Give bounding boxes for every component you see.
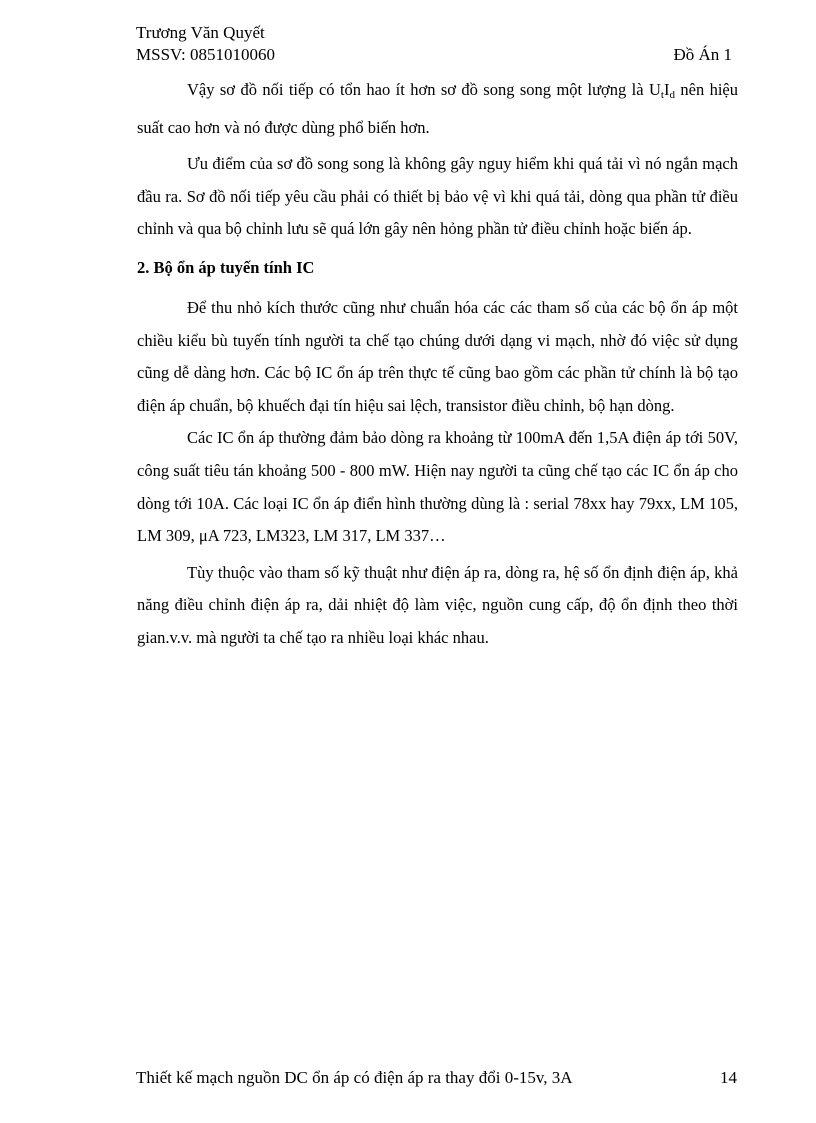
- paragraph-1-text: Vậy sơ đồ nối tiếp có tổn hao ít hơn sơ đồ song song một lượng là U: [187, 80, 661, 99]
- current-symbol: I: [663, 80, 670, 99]
- author-name: Trương Văn Quyết: [136, 23, 265, 42]
- paragraph-1-end: nên hiệu suất cao hơn và nó được dùng phổ biến hơn.: [137, 80, 739, 137]
- section-heading: 2. Bộ ổn áp tuyến tính IC: [137, 257, 315, 277]
- project-label: Đồ Án 1: [673, 45, 732, 64]
- paragraph-4: Các IC ổn áp thường đảm bảo dòng ra khoảng từ 100mA đến 1,5A điện áp tới 50V, công suất tiêu tán khoảng 500 - 800 mW. Hiện nay người ta cũng chế tạo các IC ổn áp cho dòng tới 10A. Các loại IC ổn áp điển hình thường dùng là : serial 78xx hay 79xx, LM 105, LM 309, μA 723, LM323, LM 317, LM 337…: [137, 428, 738, 546]
- header-row: [136, 44, 736, 66]
- paragraph-2: Ưu điểm của sơ đồ song song là không gây nguy hiểm khi quá tải vì nó ngắn mạch đầu ra. Sơ đồ nối tiếp yêu cầu phải có thiết bị bảo vệ vì khi quá tải, dòng qua phần tử điều chỉnh và qua bộ chỉnh lưu sẽ quá lớn gây nên hỏng phần tử điều chỉnh hoặc biến áp.: [137, 154, 738, 239]
- paragraph-1: [137, 74, 738, 144]
- student-id: MSSV: 0851010060: [136, 45, 276, 64]
- page-header: [136, 22, 736, 66]
- subscript-d: d: [669, 89, 675, 101]
- paragraph-5: Tùy thuộc vào tham số kỹ thuật như điện áp ra, dòng ra, hệ số ổn định điện áp, khả năng điều chỉnh điện áp ra, dải nhiệt độ làm việc, nguồn cung cấp, độ ổn định theo thời gian.v.v. mà người ta chế tạo ra nhiều loại khác nhau.: [137, 562, 738, 647]
- paragraph-3: Để thu nhỏ kích thước cũng như chuẩn hóa các các tham số của các bộ ổn áp một chiều kiểu bù tuyến tính người ta chế tạo chúng dưới dạng vi mạch, nhờ đó việc sử dụng cũng dễ dàng hơn. Các bộ IC ổn áp trên thực tế cũng bao gồm các phần tử chính là bộ tạo điện áp chuẩn, bộ khuếch đại tín hiệu sai lệch, transistor điều chỉnh, bộ hạn dòng.: [137, 297, 738, 415]
- subscript-t: t: [660, 89, 664, 101]
- document-body: [137, 74, 738, 655]
- page-number: 14: [720, 1068, 737, 1087]
- page-footer: [136, 1067, 737, 1089]
- footer-title: Thiết kế mạch nguồn DC ổn áp có điện áp ra thay đổi 0-15v, 3A: [136, 1068, 573, 1087]
